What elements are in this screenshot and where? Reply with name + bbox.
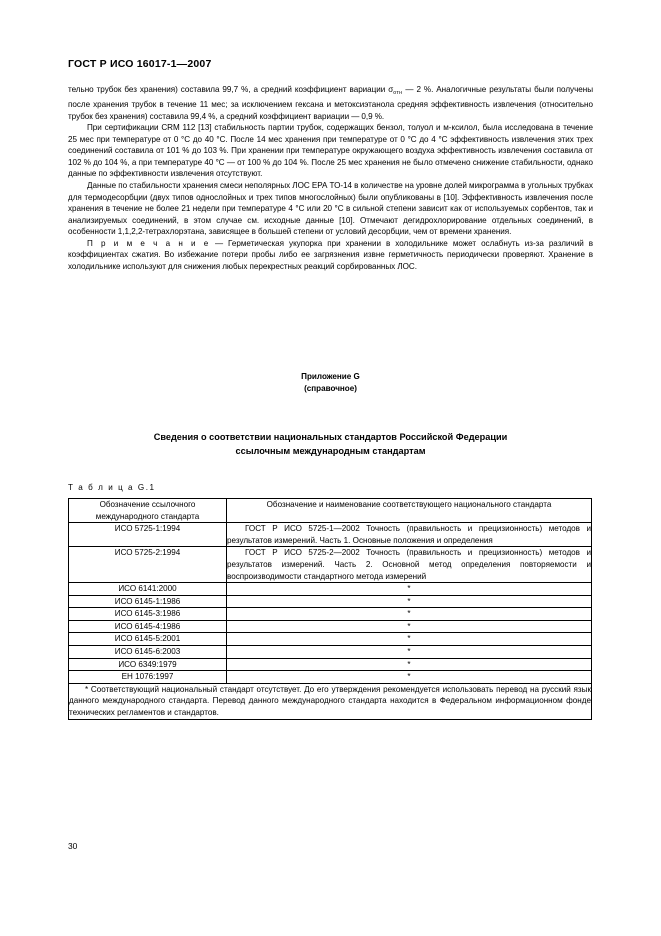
- note-text: — Герметическая укупорка при хранении в холодильнике может ослабнуть из-за различий в коэффициентах сжатия. Во избежание потери пробы либо ее загрязнения извне герметичность периодически проверяют. Хранение в холодильнике используют для снижения любых перекрестных реакций сорбированных ЛОС.: [68, 238, 594, 271]
- cell-national: *: [227, 671, 592, 684]
- paragraph-continuation: [68, 84, 593, 123]
- cell-national: *: [227, 658, 592, 671]
- table-row: [69, 583, 592, 596]
- standards-correspondence-table: [68, 498, 592, 720]
- table-row: [69, 595, 592, 608]
- table-header-reference: [69, 498, 227, 522]
- table-footnote-row: [69, 683, 592, 719]
- cell-reference: ИСО 6349:1979: [69, 658, 227, 671]
- cell-national: *: [227, 608, 592, 621]
- table-caption: Т а б л и ц а G.1: [68, 482, 156, 492]
- table-row: [69, 646, 592, 659]
- paragraph-epa-to14: Данные по стабильности хранения смеси неполярных ЛОС ЕРА ТО-14 в количестве на уровне долей микрограмма в угольных трубках для термодесорбции (двух типов однослойных и трех типов многослойных) были опубликованы в [10]. Эффективность извлечения после хранения в течение не более 21 недели при температуре 4 °С или 20 °С в сильной степени зависит как от используемых сорбентов, так и анализируемых соединений, в этом случае см. исходные данные [10]. Отмечают дегидрохлорирование отдельных соединений, в особенности 1,1,2,2-тетрахлорэтана, зависящее в большей степени от условий десорбции, чем от времени хранения.: [68, 180, 593, 237]
- appendix-heading: [68, 371, 593, 394]
- table-row: [69, 671, 592, 684]
- paragraph-note: [68, 238, 593, 273]
- cell-national-text: ГОСТ Р ИСО 5725-1—2002 Точность (правильность и прецизионность) методов и результатов измерений. Часть 1. Основные положения и определения: [227, 524, 591, 545]
- sigma-subscript: отн: [393, 89, 403, 96]
- cell-national-text: ГОСТ Р ИСО 5725-2—2002 Точность (правильность и прецизионность) методов и результатов измерений. Часть 2. Основной метод определения повторяемости и воспроизводимости стандартного метода измерений: [227, 548, 591, 581]
- note-label: П р и м е ч а н и е: [87, 238, 210, 248]
- appendix-title-line1: Сведения о соответствии национальных стандартов Российской Федерации: [153, 431, 508, 442]
- cell-national: [227, 523, 592, 547]
- table-header-national: Обозначение и наименование соответствующего национального стандарта: [227, 498, 592, 522]
- running-head: ГОСТ Р ИСО 16017-1—2007: [68, 58, 212, 70]
- table-row: [69, 547, 592, 583]
- table-row: [69, 608, 592, 621]
- table-row: [69, 620, 592, 633]
- appendix-label: Приложение G: [301, 372, 360, 382]
- appendix-title-line2: ссылочным международным стандартам: [235, 445, 426, 456]
- page-content: [68, 0, 593, 720]
- paragraph-crm112: При сертификации CRM 112 [13] стабильность партии трубок, содержащих бензол, толуол и м-ксилол, была исследована в течение 25 мес при температуре от 0 °С до 40 °С. После 14 мес хранения при температуре от 0 °С до 4 °С эффективность извлечения этих трех соединений составила от 101 % до 103 %. При хранении при температуре окружающего воздуха эффективность извлечения составила от 102 % до 104 %, а при температуре 40 °С — от 100 % до 104 %. После 25 мес хранения не было отмечено снижение стабильности, однако данные по эффективности извлечения отсутствуют.: [68, 123, 593, 179]
- cell-reference: ИСО 5725-1:1994: [69, 523, 227, 547]
- table-row: [69, 633, 592, 646]
- cell-reference: ИСО 6145-6:2003: [69, 646, 227, 659]
- cell-reference: ЕН 1076:1997: [69, 671, 227, 684]
- cell-national: *: [227, 583, 592, 596]
- cell-reference: ИСО 6145-1:1986: [69, 595, 227, 608]
- cell-reference: ИСО 6145-5:2001: [69, 633, 227, 646]
- cell-national: *: [227, 633, 592, 646]
- cell-national: *: [227, 620, 592, 633]
- appendix-kind: (справочное): [304, 383, 357, 393]
- table-header-row: [69, 498, 592, 522]
- cell-national: *: [227, 646, 592, 659]
- table-header-reference-line1: Обозначение ссылочного: [99, 499, 196, 509]
- table-header-reference-line2: международного стандарта: [95, 511, 200, 521]
- page-number: 30: [68, 841, 78, 851]
- paragraph-continuation-text-before: тельно трубок без хранения) составила 99,7 %, а средний коэффициент вариации σ: [68, 84, 394, 94]
- cell-national: [227, 547, 592, 583]
- cell-reference: ИСО 6145-4:1986: [69, 620, 227, 633]
- paragraph-continuation-text-after: — 2 %. Аналогичные результаты были получены после хранения трубок в течение 11 мес; за исключением гексана и метоксиэтанола средняя эффективность извлечения (относительно трубок без хранения) составила 99,4 %, а средний коэффициент вариации — 0,9 %.: [68, 84, 593, 121]
- cell-reference: ИСО 6141:2000: [69, 583, 227, 596]
- table-footnote-text: * Соответствующий национальный стандарт отсутствует. До его утверждения рекомендуется использовать перевод на русский язык данного международного стандарта. Перевод данного международного стандарта находится в Федеральном информационном фонде технических регламентов и стандартов.: [69, 684, 591, 718]
- cell-reference: ИСО 5725-2:1994: [69, 547, 227, 583]
- appendix-title: [68, 430, 593, 458]
- table-row: [69, 523, 592, 547]
- table-row: [69, 658, 592, 671]
- cell-reference: ИСО 6145-3:1986: [69, 608, 227, 621]
- cell-national: *: [227, 595, 592, 608]
- table-footnote: [69, 683, 592, 719]
